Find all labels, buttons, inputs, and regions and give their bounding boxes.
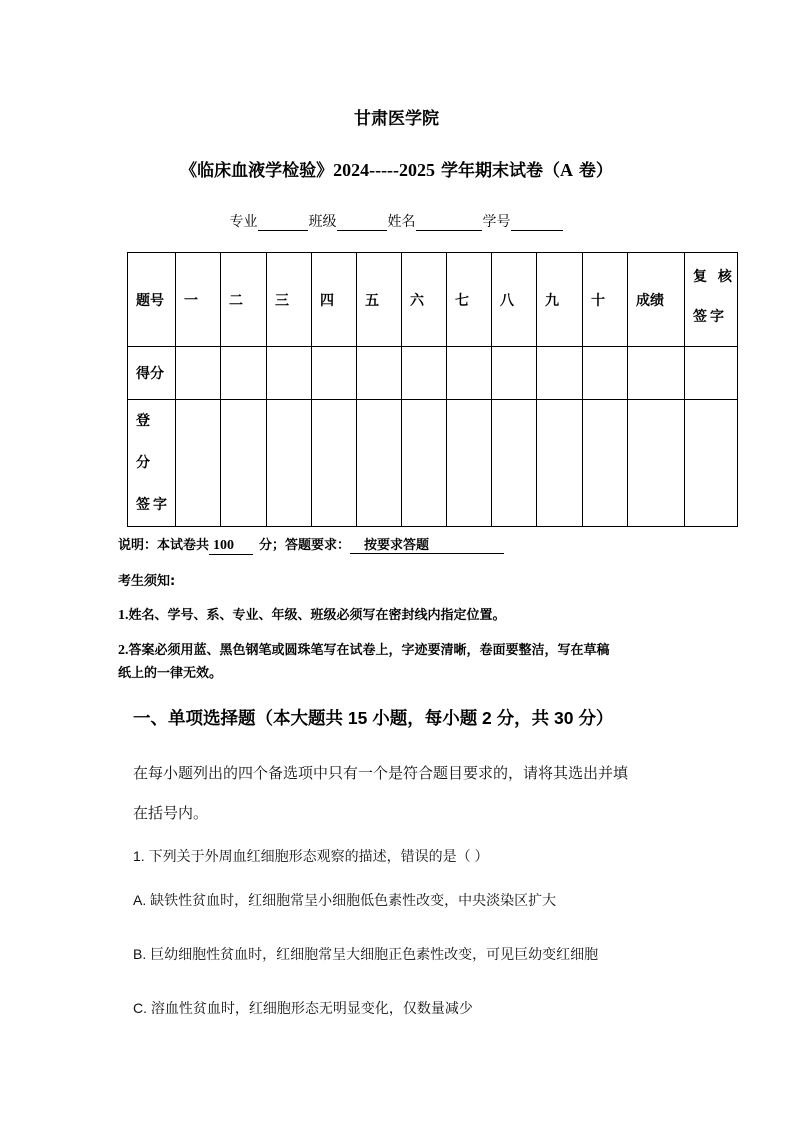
review-signature-cell[interactable] [685, 347, 738, 400]
column-header: 七 [447, 253, 492, 347]
signer-cell[interactable] [176, 400, 221, 527]
school-name: 甘肃医学院 [354, 109, 439, 129]
question-stem: 1. 下列关于外周血红细胞形态观察的描述，错误的是（ ） [133, 848, 489, 864]
score-label: 得分 [128, 347, 176, 400]
score-cell[interactable] [176, 347, 221, 400]
column-header: 十 [583, 253, 628, 347]
exam-title [0, 156, 793, 181]
question-number-row [128, 253, 738, 347]
exam-paper-code: A [559, 160, 573, 180]
review-label-line2: 签字 [693, 308, 727, 325]
option-c: C. 溶血性贫血时，红细胞形态无明显变化，仅数量减少 [133, 1000, 473, 1016]
column-header: 五 [357, 253, 402, 347]
notice-2-text-line2: 纸上的一律无效。 [118, 666, 223, 681]
signer-row [128, 400, 738, 527]
section-intro-line1: 在每小题列出的四个备选项中只有一个是符合题目要求的，请将其选出并填 [133, 765, 629, 782]
student-id-label: 学号 [482, 214, 511, 230]
column-header: 二 [221, 253, 267, 347]
score-cell[interactable] [357, 347, 402, 400]
score-cell[interactable] [402, 347, 447, 400]
score-table [127, 252, 738, 527]
review-signature-header [685, 253, 738, 347]
signer-cell[interactable] [492, 400, 537, 527]
score-cell[interactable] [221, 347, 267, 400]
notice-item-2 [118, 639, 610, 659]
signer-cell[interactable] [357, 400, 402, 527]
notice-title: 考生须知: [118, 574, 176, 589]
section-title: 一、单项选择题（本大题共 15 小题，每小题 2 分，共 30 分） [133, 708, 614, 728]
signer-label [128, 400, 176, 527]
signer-cell[interactable] [583, 400, 628, 527]
notice-1-number: 1. [118, 608, 129, 623]
class-label: 班级 [308, 214, 337, 230]
exam-course: 《临床血液学检验》 [180, 161, 334, 181]
section-intro-line2: 在括号内。 [133, 805, 209, 822]
notice-2-number: 2. [118, 643, 129, 658]
class-field[interactable] [337, 214, 387, 231]
name-field[interactable] [416, 214, 482, 231]
major-field[interactable] [258, 214, 308, 231]
total-score-cell[interactable] [628, 347, 685, 400]
notice-item-1 [118, 604, 506, 624]
column-header: 六 [402, 253, 447, 347]
signer-cell[interactable] [685, 400, 738, 527]
signer-cell[interactable] [312, 400, 357, 527]
exam-description [118, 534, 504, 555]
signer-cell[interactable] [267, 400, 312, 527]
signer-label-line1: 登 分 [136, 413, 153, 471]
name-label: 姓名 [387, 214, 416, 230]
student-info-line [0, 211, 793, 231]
score-cell[interactable] [312, 347, 357, 400]
score-cell[interactable] [537, 347, 583, 400]
total-points: 100 [209, 538, 253, 555]
signer-label-line2: 签字 [136, 497, 170, 513]
exam-years: 2024-----2025 [333, 160, 436, 180]
signer-cell[interactable] [628, 400, 685, 527]
column-header: 九 [537, 253, 583, 347]
exam-paper-suffix: 卷） [572, 161, 613, 181]
signer-cell[interactable] [402, 400, 447, 527]
major-label: 专业 [229, 214, 258, 230]
notice-2-text-line1: 答案必须用蓝、黑色钢笔或圆珠笔写在试卷上，字迹要清晰，卷面要整洁，写在草稿 [128, 643, 610, 658]
exam-term: 学年期末试卷（ [435, 161, 560, 181]
column-header: 四 [312, 253, 357, 347]
option-a: A. 缺铁性贫血时，红细胞常呈小细胞低色素性改变，中央淡染区扩大 [133, 892, 557, 908]
notice-1-text: 姓名、学号、系、专业、年级、班级必须写在密封线内指定位置。 [128, 608, 506, 623]
question-number-label: 题号 [128, 253, 176, 347]
column-header: 八 [492, 253, 537, 347]
score-cell[interactable] [447, 347, 492, 400]
signer-cell[interactable] [537, 400, 583, 527]
signer-cell[interactable] [221, 400, 267, 527]
points-unit: 分；答题要求： [259, 538, 351, 553]
score-row [128, 347, 738, 400]
score-cell[interactable] [583, 347, 628, 400]
column-header: 三 [267, 253, 312, 347]
score-cell[interactable] [492, 347, 537, 400]
review-label-line1: 复 核 [693, 268, 735, 285]
signer-cell[interactable] [447, 400, 492, 527]
score-cell[interactable] [267, 347, 312, 400]
answer-requirement: 按要求答题 [350, 534, 504, 554]
column-header: 一 [176, 253, 221, 347]
desc-label: 说明：本试卷共 [118, 538, 210, 553]
option-b: B. 巨幼细胞性贫血时，红细胞常呈大细胞正色素性改变，可见巨幼变红细胞 [133, 946, 599, 962]
student-id-field[interactable] [511, 214, 563, 231]
total-score-header: 成绩 [628, 253, 685, 347]
